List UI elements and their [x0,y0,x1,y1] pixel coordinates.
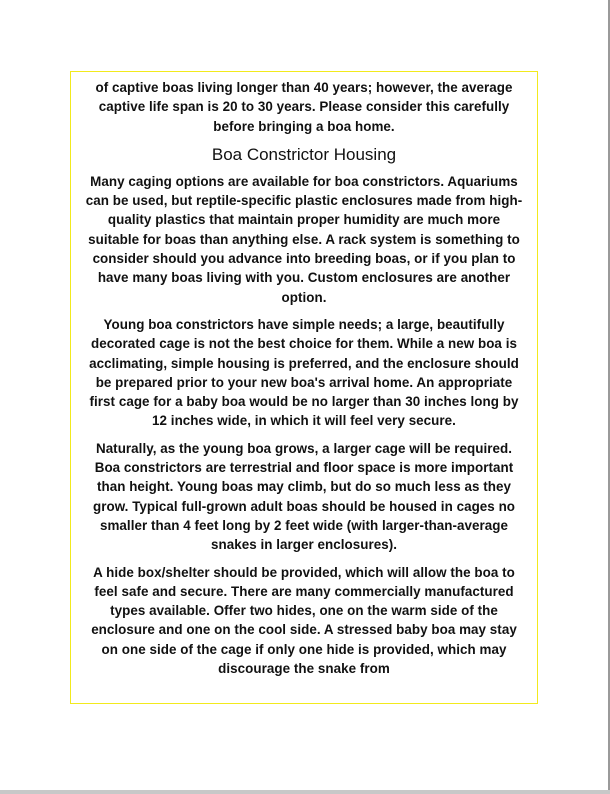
section-heading: Boa Constrictor Housing [211,144,397,164]
page-bottom-edge [0,790,610,794]
paragraph-caging-options: Many caging options are available for boa constrictors. Aquariums can be used, but reptile-specific plastic enclosures made from high-quality plastics that maintain proper humidity are much more suitable for boas than anything else. A rack system is something to consider should you advance into breeding boas, or if you plan to have many boas living with you. Custom enclosures are another option. [85,173,523,305]
paragraph-adult-cage-size: Naturally, as the young boa grows, a larger cage will be required. Boa constrictors are terrestrial and floor space is more important than height. Young boas may climb, but do so much less as they grow. Typical full-grown adult boas should be housed in cages no smaller than 4 feet long by 2 feet wide (with larger-than-average snakes in larger enclosures). [92,440,516,553]
paragraph-hide-box: A hide box/shelter should be provided, which will allow the boa to feel safe and secure. There are many commercially manufactured types available. Offer two hides, one on the warm side of the enclosure and one on the cool side. A stressed baby boa may stay on one side of the cage if only one hide is provided, which may discourage the snake from [91,564,517,677]
intro-paragraph: of captive boas living longer than 40 years; however, the average captive life span is 20 to 30 years. Please consider this carefully before bringing a boa home. [95,80,513,134]
text-frame [70,71,538,704]
paragraph-young-boa-needs: Young boa constrictors have simple needs; a large, beautifully decorated cage is not the best choice for them. While a new boa is acclimating, simple housing is preferred, and the enclosure should be prepared prior to your new boa's arrival home. An appropriate first cage for a baby boa would be no larger than 30 inches long by 12 inches wide, in which it will feel very secure. [89,316,519,429]
